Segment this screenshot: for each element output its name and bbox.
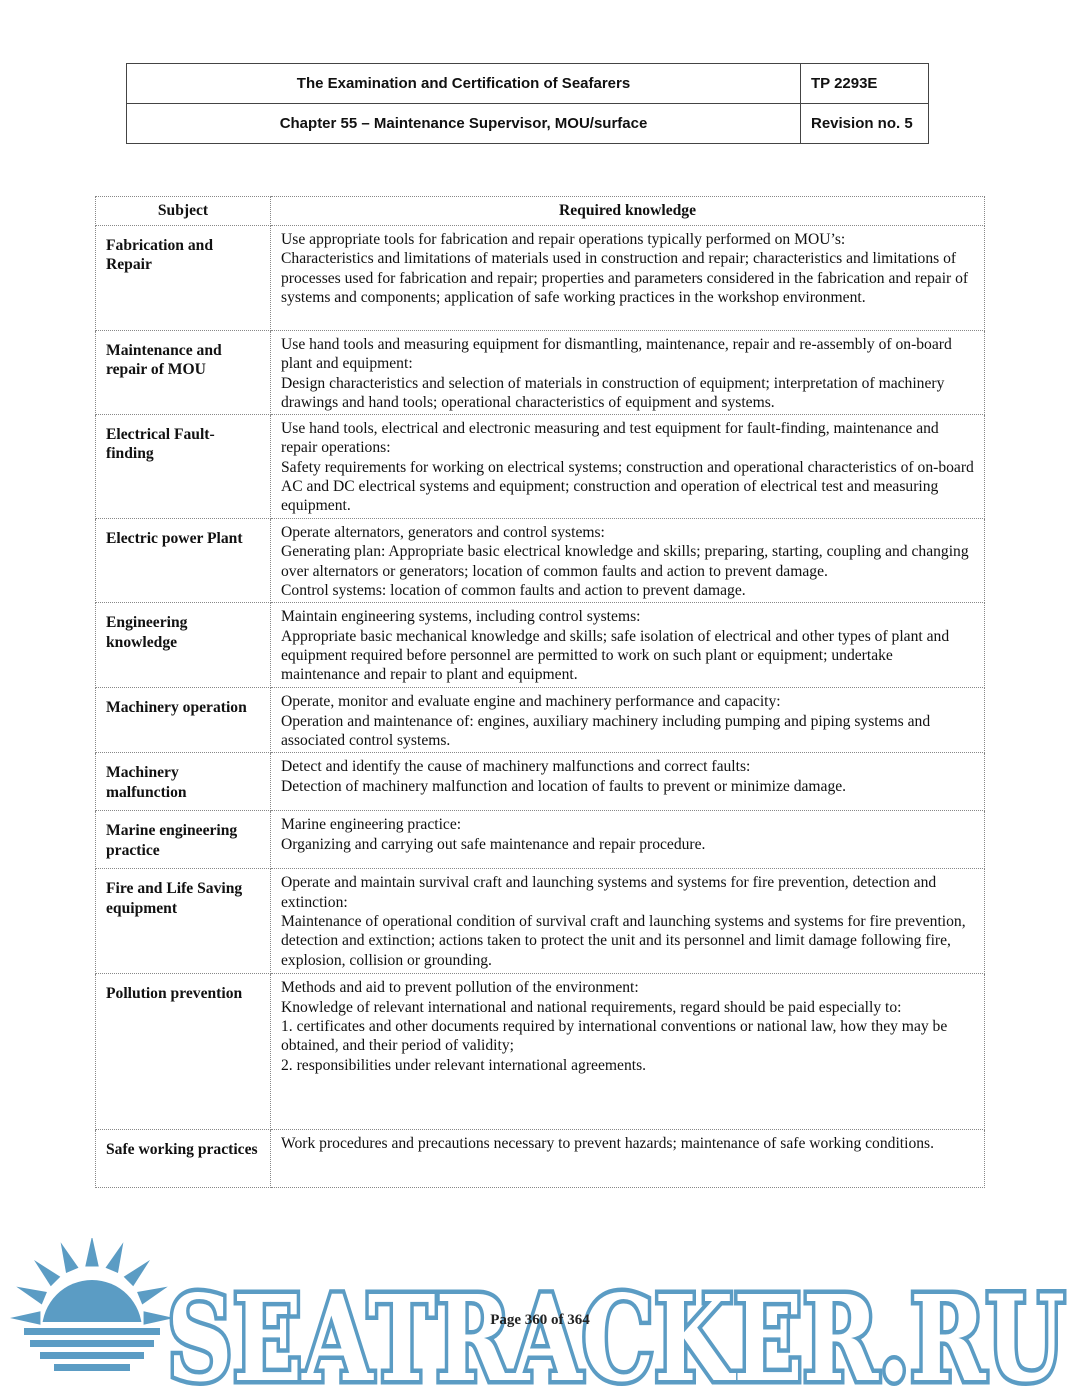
knowledge-table bbox=[95, 196, 985, 1188]
document-header bbox=[126, 63, 929, 144]
table-row bbox=[96, 688, 985, 753]
knowledge-cell bbox=[271, 603, 985, 688]
subject-cell: Maintenance and repair of MOU bbox=[96, 331, 271, 415]
knowledge-line: Operation and maintenance of: engines, auxiliary machinery including pumping and piping systems and associated control systems. bbox=[281, 712, 931, 749]
knowledge-line: Safety requirements for working on electrical systems; construction and operational characteristics of on-board AC and DC electrical systems and equipment; construction and operation of electrical test and measuring equipment. bbox=[281, 458, 974, 515]
knowledge-cell bbox=[271, 415, 985, 519]
knowledge-line: Operate, monitor and evaluate engine and machinery performance and capacity: bbox=[281, 693, 781, 711]
knowledge-line: Knowledge of relevant international and national requirements, regard should be paid especially to: bbox=[281, 998, 902, 1016]
knowledge-line: Work procedures and precautions necessary to prevent hazards; maintenance of safe working conditions. bbox=[281, 1135, 935, 1153]
knowledge-cell bbox=[271, 1130, 985, 1188]
knowledge-cell bbox=[271, 974, 985, 1130]
knowledge-line: Detection of machinery malfunction and location of faults to prevent or minimize damage. bbox=[281, 777, 847, 795]
knowledge-line: Design characteristics and selection of materials in construction of equipment; interpretation of machinery drawings and hand tools; operational characteristics of equipment and systems. bbox=[281, 374, 945, 411]
table-row bbox=[96, 1130, 985, 1188]
knowledge-line: Characteristics and limitations of materials used in construction and repair; characteristics and limitations of processes used for fabrication and repair; properties and parameters considered in the fabrication and repair of systems and components; application of safe working practices in the workshop environment. bbox=[281, 250, 969, 306]
knowledge-cell bbox=[271, 226, 985, 331]
knowledge-cell bbox=[271, 331, 985, 415]
knowledge-line: Use hand tools, electrical and electronic measuring and test equipment for fault-finding, maintenance and repair operations: bbox=[281, 420, 939, 457]
knowledge-line: Operate and maintain survival craft and launching systems and systems for fire prevention, detection and extinction: bbox=[281, 874, 937, 911]
subject-cell: Electrical Fault-finding bbox=[96, 415, 271, 519]
knowledge-cell bbox=[271, 753, 985, 811]
knowledge-line: Appropriate basic mechanical knowledge and skills; safe isolation of electrical and other types of plant and equipment required before personnel are permitted to work on such plant or equipment; undertake maintenance and repair to plant and equipment. bbox=[281, 627, 950, 684]
revision-number: Revision no. 5 bbox=[801, 104, 929, 144]
subject-cell: Safe working practices bbox=[96, 1130, 271, 1188]
table-row bbox=[96, 753, 985, 811]
table-row bbox=[96, 811, 985, 869]
chapter-title: Chapter 55 – Maintenance Supervisor, MOU/surface bbox=[127, 104, 801, 144]
knowledge-line: Generating plan: Appropriate basic electrical knowledge and skills; preparing, starting, coupling and changing over alternators or generators; location of common faults and action to prevent damage. bbox=[281, 543, 969, 580]
subject-cell: Marine engineering practice bbox=[96, 811, 271, 869]
subject-cell: Machinery malfunction bbox=[96, 753, 271, 811]
subject-cell: Fabrication and Repair bbox=[96, 226, 271, 331]
knowledge-cell bbox=[271, 688, 985, 753]
table-row bbox=[96, 519, 985, 603]
table-row bbox=[96, 603, 985, 688]
subject-cell: Machinery operation bbox=[96, 688, 271, 753]
knowledge-cell bbox=[271, 519, 985, 603]
knowledge-line: Use appropriate tools for fabrication and repair operations typically performed on MOU’s: bbox=[281, 231, 846, 248]
knowledge-line: Organizing and carrying out safe maintenance and repair procedure. bbox=[281, 835, 706, 853]
knowledge-cell bbox=[271, 869, 985, 974]
table-row bbox=[96, 226, 985, 331]
knowledge-line: Maintenance of operational condition of survival craft and launching systems and systems for fire prevention, detection and extinction; actions taken to protect the unit and its personnel and limit damage following fire, explosion, collision or grounding. bbox=[281, 912, 966, 969]
subject-cell: Electric power Plant bbox=[96, 519, 271, 603]
knowledge-line: Use hand tools and measuring equipment for dismantling, maintenance, repair and re-assembly of on-board plant and equipment: bbox=[281, 336, 952, 373]
subject-cell: Pollution prevention bbox=[96, 974, 271, 1130]
column-header-subject: Subject bbox=[96, 197, 271, 226]
table-row bbox=[96, 331, 985, 415]
table-row bbox=[96, 869, 985, 974]
column-header-knowledge: Required knowledge bbox=[271, 197, 985, 226]
page-number: Page 360 of 364 bbox=[490, 1312, 590, 1328]
knowledge-line: Detect and identify the cause of machinery malfunctions and correct faults: bbox=[281, 758, 751, 776]
document-id: TP 2293E bbox=[801, 64, 929, 104]
document-title: The Examination and Certification of Seafarers bbox=[127, 64, 801, 104]
subject-cell: Fire and Life Saving equipment bbox=[96, 869, 271, 974]
knowledge-line: Operate alternators, generators and control systems: bbox=[281, 524, 605, 542]
knowledge-line: 2. responsibilities under relevant international agreements. bbox=[281, 1056, 647, 1074]
knowledge-line: Maintain engineering systems, including control systems: bbox=[281, 608, 641, 626]
knowledge-line: Marine engineering practice: bbox=[281, 816, 462, 834]
watermark-text: SEATRACKER.RU bbox=[167, 1269, 1065, 1397]
table-row bbox=[96, 415, 985, 519]
subject-cell: Engineering knowledge bbox=[96, 603, 271, 688]
knowledge-line: Control systems: location of common faults and action to prevent damage. bbox=[281, 582, 746, 600]
knowledge-line: Methods and aid to prevent pollution of the environment: bbox=[281, 979, 639, 997]
table-row bbox=[96, 974, 985, 1130]
knowledge-cell bbox=[271, 811, 985, 869]
knowledge-line: 1. certificates and other documents required by international conventions or national law, how they may be obtained, and their period of validity; bbox=[281, 1017, 948, 1055]
sun-logo-icon bbox=[10, 1238, 174, 1380]
